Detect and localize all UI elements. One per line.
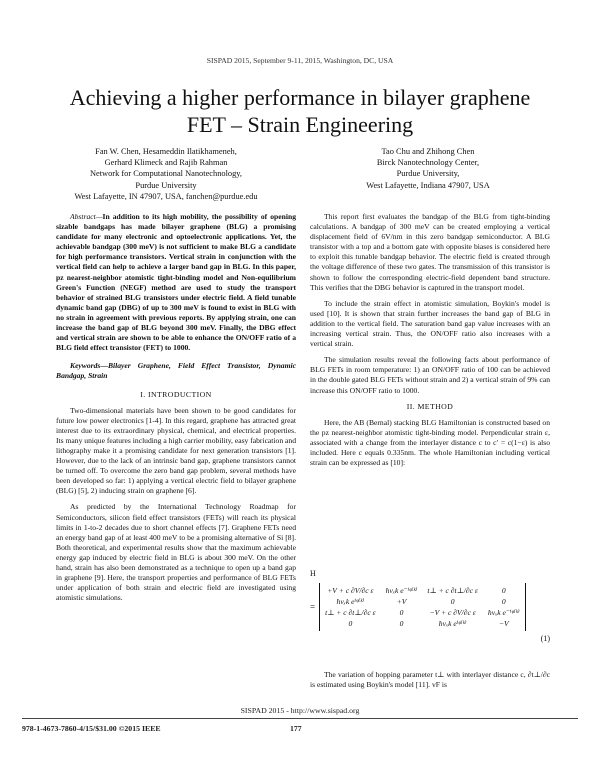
footer-site: SISPAD 2015 - http://www.sispad.org <box>240 706 360 715</box>
matrix-cell: +V + c ∂V/∂c ε <box>327 586 374 595</box>
equation-equals: = <box>310 601 316 612</box>
body-paragraph: To include the strain effect in atomistic simulation, Boykin's model is used [10]. It is shown that strain further increases the band gap of BLG in addition to the vertical field. The saturation band gap value increases with an increasing vertical strain. Thus, the ON/OFF ratio also increases with a vertical strain. <box>310 298 550 349</box>
matrix-cell: 0 <box>348 619 353 628</box>
affiliation-line: West Lafayette, IN 47907, USA, fanchen@purdue.edu <box>74 191 258 201</box>
affiliation-line: Birck Nanotechnology Center, <box>376 158 480 168</box>
title-line-2: FET – Strain Engineering <box>186 112 414 137</box>
affiliation-line: Network for Computational Nanotechnology, <box>89 169 243 179</box>
abstract-text: In addition to its high mobility, the possibility of opening sizable bandgaps has made bilayer graphene (BLG) a promising candidate for many electronic and optoelectronic applications. Yet, the achievable bandgap (300 meV) is not sufficient to make BLG a candidate for high performance transistors. Vertical strain in conjunction with the vertical field can help to achieve a larger band gap in BLG. In this paper, pz nearest-neighbor atomistic tight-binding model and Non-equilibrium Green's Function (NEGF) method are used to study the transport behavior of strained BLG transistors under electric field. A field tunable dynamic band gap (DBG) of up to 300 meV is found to exist in BLG with no strain in agreement with previous reports. By applying strain, one can increase the band gap of BLG beyond 300 meV. Finally, the DBG effect and vertical strain are shown to be able to enhance the ON/OFF ratio of a BLG field effect transistor (FET) to 1000. <box>56 212 296 353</box>
paper-title <box>40 84 560 138</box>
matrix-row <box>320 618 525 629</box>
author-line: Fan W. Chen, Hesameddin Ilatikhameneh, <box>95 147 237 156</box>
keywords: Keywords—Bilayer Graphene, Field Effect Transistor, Dynamic Bandgap, Strain <box>56 361 296 381</box>
matrix-cell: t⊥ + c ∂t⊥/∂c ε <box>325 608 376 617</box>
affiliation-line: Purdue University <box>135 180 197 190</box>
matrix-row <box>320 596 525 607</box>
matrix-cell: 0 <box>399 619 404 628</box>
equation-lhs: H <box>310 569 316 578</box>
matrix-cell: ħvₓk e⁻ⁱᵠ⁽ᵏ⁾ <box>385 586 418 595</box>
matrix-cell: ħvₓk e⁻ⁱᵠ⁽ᵏ⁾ <box>487 608 520 617</box>
matrix-cell: 0 <box>501 586 506 595</box>
footer-rule <box>22 718 578 719</box>
matrix-cell: +V <box>396 597 407 606</box>
method-paragraph: Here, the AB (Bernal) stacking BLG Hamiltonian is constructed based on the pz nearest-neighbor atomistic tight-binding model. Perpendicular strain ε, associated with a change from the interlayer distance c to c′ = c(1−ε) is also included. Here c equals 0.335nm. The whole Hamiltonian including vertical strain can be expressed as [10]: <box>310 417 550 468</box>
right-column <box>310 212 550 474</box>
running-header: SISPAD 2015, September 9-11, 2015, Washington, DC, USA <box>206 56 394 65</box>
title-line-1: Achieving a higher performance in bilayer graphene <box>69 85 531 110</box>
hamiltonian-matrix <box>319 583 526 631</box>
matrix-cell: ħvₓk eⁱᵠ⁽ᵏ⁾ <box>438 619 467 628</box>
matrix-cell: 0 <box>501 597 506 606</box>
page-number: 177 <box>290 724 302 733</box>
affiliation-line: Purdue University, <box>396 169 460 179</box>
matrix-cell: 0 <box>450 597 455 606</box>
body-paragraph: The simulation results reveal the following facts about performance of BLG FETs in room temperature: 1) an ON/OFF ratio of 100 can be achieved in the double gated BLG FETs without strain and 2) a vertical strain of 9% can increase this ON/OFF ratio to 1000. <box>310 355 550 395</box>
body-paragraph: This report first evaluates the bandgap of the BLG from tight-binding calculations. A bandgap of 300 meV can be created employing a vertical displacement field of 6V/nm in this zero bandgap semiconductor. A BLG transistor with a top and a bottom gate with opposite biases is considered here to exploit this tunable bandgap behavior. The electric field is created through the voltage difference of these two gates. The transmission of this transistor is shown to follow the corresponding electric-field dependent band structure. This verifies that the DBG behavior is captured in the transport model. <box>310 212 550 292</box>
matrix-cell: −V + c ∂V/∂c ε <box>429 608 476 617</box>
matrix-cell: 0 <box>399 608 404 617</box>
author-line: Tao Chu and Zhihong Chen <box>381 147 475 156</box>
body-paragraph: The variation of hopping parameter t⊥ with interlayer distance c, ∂t⊥/∂c is estimated using Boykin's model [11]. vF is <box>310 670 550 690</box>
matrix-cell: −V <box>498 619 509 628</box>
affiliation-line: West Lafayette, Indiana 47907, USA <box>366 180 490 190</box>
equation-1 <box>310 568 550 644</box>
author-line: Gerhard Klimeck and Rajib Rahman <box>104 158 228 168</box>
equation-number: (1) <box>540 634 550 643</box>
abstract-label: Abstract— <box>70 212 103 221</box>
left-column <box>56 212 296 609</box>
footer-isbn: 978-1-4673-7860-4/15/$31.00 ©2015 IEEE <box>22 724 161 733</box>
after-equation <box>310 670 550 696</box>
intro-paragraph: As predicted by the International Technology Roadmap for Semiconductors, silicon field effect transistors (FETs) will reach its physical limits in 1-to-2 decades due to short channel effects [7]. Graphene FETs need an energy band gap of at least 400 meV to be a promising alternative of Si [8]. Both theoretical, and experimental results show that the maximum achievable energy gap induced by electric field in BLG is about 300 meV. On the other hand, strain has also been demonstrated as a technique to open up a band gap in graphene [9]. Here, the transport properties and performance of BLG FETs under application of both strain and electric field are investigated using atomistic simulations. <box>56 502 296 603</box>
matrix-cell: ħvₓk eⁱᵠ⁽ᵏ⁾ <box>336 597 365 606</box>
author-block-left <box>56 146 276 202</box>
abstract <box>56 212 296 353</box>
section-heading-introduction: I. INTRODUCTION <box>140 389 212 399</box>
matrix-row <box>320 607 525 618</box>
matrix-row <box>320 585 525 596</box>
matrix-cell: t⊥ + c ∂t⊥/∂c ε <box>427 586 478 595</box>
section-heading-method: II. METHOD <box>406 401 454 411</box>
intro-paragraph: Two-dimensional materials have been shown to be good candidates for future low power electronics [1-4]. In this regard, graphene has attracted great interest due to its extraordinary physical, chemical, and electrical properties. Its many unique features including a high carrier mobility, easy fabrication and lithography make it a promising candidate for next generation transistors [1]. However, due to the lack of an intrinsic band gap, graphene transistors cannot be turned off. To overcome the zero band gap problem, several methods have been developed so far: 1) applying a vertical electric field to bilayer graphene (BLG) [5], 2) inducing strain on graphene [6]. <box>56 405 296 496</box>
author-block-right <box>318 146 538 191</box>
